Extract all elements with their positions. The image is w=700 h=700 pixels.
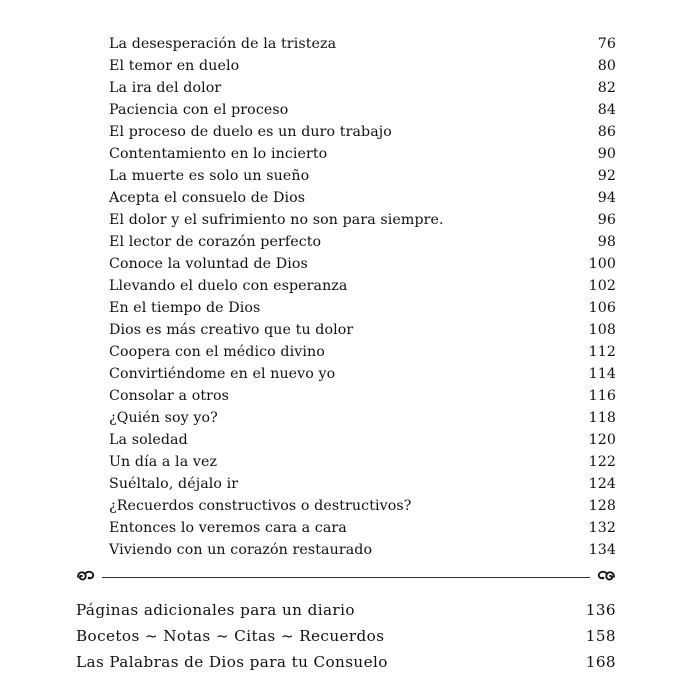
table-of-contents: [109, 33, 616, 561]
toc-entry[interactable]: [109, 33, 616, 55]
toc-entry[interactable]: [109, 209, 616, 231]
additional-sections: [76, 597, 616, 675]
toc-entry-title: La desesperación de la tristeza: [109, 36, 337, 52]
toc-entry-page: 128: [588, 498, 616, 514]
toc-entry-title: Acepta el consuelo de Dios: [109, 190, 306, 206]
toc-entry-page: 100: [588, 256, 616, 272]
toc-entry-title: La ira del dolor: [109, 80, 222, 96]
toc-entry-title: Bocetos ~ Notas ~ Citas ~ Recuerdos: [76, 627, 385, 645]
toc-entry[interactable]: [109, 77, 616, 99]
toc-entry-title: Contentamiento en lo incierto: [109, 146, 328, 162]
toc-entry-page: 106: [588, 300, 616, 316]
toc-entry-title: La soledad: [109, 432, 188, 448]
toc-entry-title: Llevando el duelo con esperanza: [109, 278, 348, 294]
toc-entry-page: 80: [597, 58, 616, 74]
toc-entry[interactable]: [109, 473, 616, 495]
toc-entry-page: 90: [597, 146, 616, 162]
toc-entry-page: 94: [597, 190, 616, 206]
toc-entry-page: 116: [588, 388, 616, 404]
toc-entry-title: Las Palabras de Dios para tu Consuelo: [76, 653, 388, 671]
toc-entry-title: Dios es más creativo que tu dolor: [109, 322, 354, 338]
toc-entry-title: En el tiempo de Dios: [109, 300, 261, 316]
toc-entry-page: 96: [597, 212, 616, 228]
toc-entry-page: 108: [588, 322, 616, 338]
toc-entry-title: Conoce la voluntad de Dios: [109, 256, 308, 272]
toc-entry[interactable]: [109, 99, 616, 121]
toc-entry-page: 124: [588, 476, 616, 492]
toc-entry[interactable]: [109, 165, 616, 187]
toc-entry-page: 132: [588, 520, 616, 536]
toc-entry-page: 86: [597, 124, 616, 140]
toc-entry[interactable]: [109, 253, 616, 275]
toc-entry-title: El temor en duelo: [109, 58, 240, 74]
toc-entry-title: La muerte es solo un sueño: [109, 168, 310, 184]
toc-entry-page: 82: [597, 80, 616, 96]
toc-entry-page: 92: [597, 168, 616, 184]
divider-rule: [102, 577, 590, 578]
toc-entry-page: 168: [585, 653, 616, 671]
fleuron-right-icon: [596, 566, 616, 586]
toc-entry-page: 120: [588, 432, 616, 448]
toc-entry-title: Consolar a otros: [109, 388, 230, 404]
toc-entry[interactable]: [109, 297, 616, 319]
toc-entry[interactable]: [109, 187, 616, 209]
section-divider: [76, 566, 616, 586]
toc-entry-page: 158: [585, 627, 616, 645]
toc-entry-page: 84: [597, 102, 616, 118]
toc-entry[interactable]: [109, 275, 616, 297]
toc-entry-title: El lector de corazón perfecto: [109, 234, 322, 250]
toc-entry-title: Viviendo con un corazón restaurado: [109, 542, 373, 558]
toc-entry[interactable]: [109, 319, 616, 341]
toc-entry-title: Un día a la vez: [109, 454, 218, 470]
toc-entry[interactable]: [109, 143, 616, 165]
toc-entry-title: Entonces lo veremos cara a cara: [109, 520, 347, 536]
toc-entry-page: 118: [588, 410, 616, 426]
toc-entry[interactable]: [109, 451, 616, 473]
toc-extra-entry[interactable]: [76, 623, 616, 649]
toc-entry[interactable]: [109, 231, 616, 253]
toc-entry[interactable]: [109, 517, 616, 539]
toc-entry-title: Coopera con el médico divino: [109, 344, 325, 360]
toc-entry-title: Suéltalo, déjalo ir: [109, 476, 239, 492]
toc-entry[interactable]: [109, 341, 616, 363]
fleuron-left-icon: [76, 566, 96, 586]
toc-entry-page: 136: [585, 601, 616, 619]
toc-entry[interactable]: [109, 55, 616, 77]
toc-entry-title: Páginas adicionales para un diario: [76, 601, 355, 619]
toc-entry[interactable]: [109, 495, 616, 517]
toc-entry-page: 114: [588, 366, 616, 382]
toc-extra-entry[interactable]: [76, 649, 616, 675]
toc-entry-page: 122: [588, 454, 616, 470]
toc-entry-page: 102: [588, 278, 616, 294]
toc-entry-title: ¿Quién soy yo?: [109, 410, 218, 426]
toc-entry[interactable]: [109, 429, 616, 451]
toc-entry-title: El proceso de duelo es un duro trabajo: [109, 124, 392, 140]
toc-entry[interactable]: [109, 363, 616, 385]
toc-extra-entry[interactable]: [76, 597, 616, 623]
toc-entry-page: 76: [597, 36, 616, 52]
toc-entry[interactable]: [109, 385, 616, 407]
toc-entry[interactable]: [109, 407, 616, 429]
toc-entry-page: 112: [588, 344, 616, 360]
toc-entry-title: El dolor y el sufrimiento no son para siempre.: [109, 212, 444, 228]
toc-entry[interactable]: [109, 539, 616, 561]
toc-entry-page: 134: [588, 542, 616, 558]
toc-entry[interactable]: [109, 121, 616, 143]
toc-entry-title: ¿Recuerdos constructivos o destructivos?: [109, 498, 412, 514]
toc-entry-title: Paciencia con el proceso: [109, 102, 289, 118]
toc-entry-page: 98: [597, 234, 616, 250]
toc-entry-title: Convirtiéndome en el nuevo yo: [109, 366, 336, 382]
